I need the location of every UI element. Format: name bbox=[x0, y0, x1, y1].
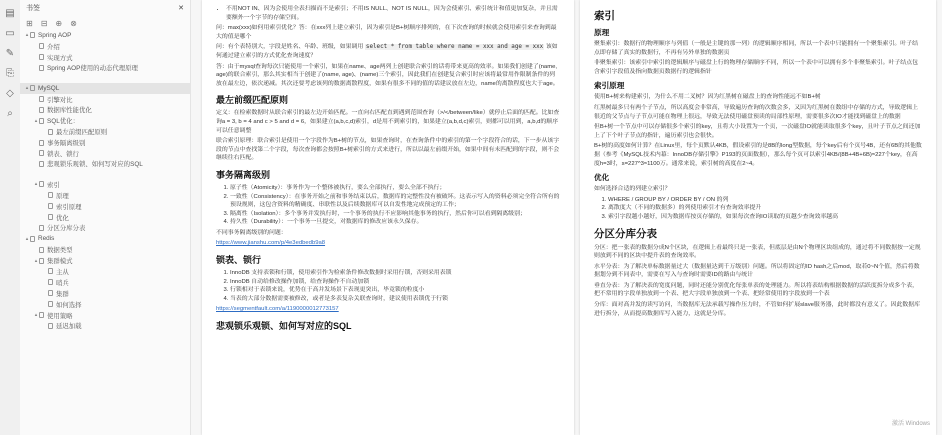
bookmark-label: 原理 bbox=[56, 192, 69, 200]
segmentfault-link[interactable]: https://segmentfault.com/a/1190000012773157 bbox=[216, 306, 339, 313]
bookmark-icon bbox=[48, 203, 53, 209]
paragraph-horizontal-split: 水平分表：为了解决单标数据量过大（数据量达到千万级别）问题。所以将固定的ID hash之后mod，取若0~N个值，然后将数据划分到不同表中，需要在写入与查询时需要ID的路由与统计 bbox=[594, 263, 920, 279]
bookmark-icon bbox=[39, 150, 44, 156]
collapse-arrow-icon[interactable]: ▴ bbox=[25, 85, 29, 92]
bookmark-label: 引擎对比 bbox=[47, 96, 73, 104]
collapse-arrow-icon[interactable]: ▴ bbox=[34, 181, 38, 188]
list-item: • 不用NOT IN、因为会使用全表扫描而不是索引；不用IS NULL、NOT IS NULL，因为会使索引、索引统计和值更加复杂，并且需要额外一个字节的存储空间。 bbox=[226, 5, 560, 22]
paragraph-optimization-intro: 如何选择合适的列建立索引？ bbox=[594, 186, 671, 193]
bookmark-icon bbox=[39, 65, 44, 71]
bookmark-item[interactable] bbox=[20, 299, 190, 310]
list-item: 2. 离散度大（不同的数据多）的列使用索引才有查询效率提升 bbox=[608, 204, 922, 213]
search-panel-icon[interactable]: ⌕ bbox=[7, 108, 13, 119]
heading-principle: 原理 bbox=[594, 28, 610, 37]
bookmark-icon bbox=[39, 161, 44, 167]
collapse-arrow-icon[interactable]: ▴ bbox=[34, 257, 38, 264]
document-view[interactable] bbox=[194, 0, 942, 435]
heading-partition: 分区分库分表 bbox=[594, 227, 657, 240]
thumbnail-panel-icon[interactable]: ▭ bbox=[5, 28, 15, 39]
collapse-arrow-icon[interactable]: ▴ bbox=[34, 117, 38, 124]
bookmark-icon bbox=[48, 192, 53, 198]
paragraph-max-index: 问：max(xxx)如何用索引优化？答：在xxx列上建立索引，因为索引是B+树顺序排列的，在下次查询的时候就会使用索引来查询到最大的值是哪个 bbox=[216, 25, 557, 40]
bookmark-item[interactable] bbox=[20, 233, 190, 244]
list-item: 1. 原子性（Atomicity）：事务作为一个整体被执行，要么全部执行，要么全部不执行； bbox=[230, 184, 560, 193]
heading-leftmost-prefix: 最左前缀匹配原则 bbox=[216, 95, 289, 106]
paragraph-bplus-node: 但B+树一个节点中可以存储很多个索引的key，且将大小设置为一个页，一次磁盘IO就能读取很多个key，且叶子节点之间还加上了下个叶子节点的指针，遍历索引也会很快。 bbox=[594, 124, 921, 139]
bookmark-item[interactable] bbox=[20, 310, 190, 321]
collapse-arrow-icon[interactable]: ▴ bbox=[34, 312, 38, 319]
bookmark-item[interactable] bbox=[20, 41, 190, 52]
bookmark-item[interactable] bbox=[20, 148, 190, 159]
paragraph-nonclustered-index: 非聚集索引：该索引中索引的逻辑顺序与磁盘上行的物理存储顺序不同，所以一个表中可以拥有多个非聚集索引。叶子结点包含索引字段值及指向数据页数据行的逻辑指针 bbox=[594, 60, 918, 75]
pdf-page-left bbox=[202, 0, 574, 435]
isolation-list bbox=[230, 184, 560, 227]
bookmark-icon bbox=[48, 301, 53, 307]
bookmark-item[interactable] bbox=[20, 83, 190, 94]
collapse-all-icon[interactable]: ⊟ bbox=[40, 18, 48, 28]
paragraph-sharding: 分库：面对高并发的读写访问，当数据库无法承载写操作压力时，不管如何扩展slave服务器，此时都没有意义了。因此数据库进行拆分，从而提高数据库写入能力，这就是分库。 bbox=[594, 302, 920, 317]
bookmark-label: 实现方式 bbox=[47, 54, 73, 62]
paragraph-partition: 分区：把一张表的数据分成N个区块，在逻辑上看最终只是一张表，但底层是由N个物理区块组成的，通过将不同数据按一定规则放到不同的区块中提升表的查询效率。 bbox=[594, 244, 921, 260]
bookmark-label: 主从 bbox=[56, 268, 69, 276]
bookmark-label: 索引 bbox=[47, 181, 60, 189]
heading-table-row-lock: 锁表、锁行 bbox=[216, 255, 262, 266]
bookmark-icon bbox=[39, 140, 44, 146]
comment-panel-icon[interactable]: ✎ bbox=[5, 48, 15, 59]
bookmark-label: 介绍 bbox=[47, 43, 60, 51]
bookmark-panel-icon[interactable]: ▤ bbox=[5, 8, 15, 19]
bookmark-icon bbox=[39, 107, 44, 113]
bookmark-icon bbox=[39, 258, 44, 264]
bookmark-label: Redis bbox=[38, 235, 55, 243]
heading-isolation-level: 事务隔离级别 bbox=[216, 169, 271, 180]
add-bookmark-icon[interactable]: ⊕ bbox=[55, 18, 63, 28]
paragraph-answer: 答：由于mysql查询每次只能使用一个索引，如果在name、age两列上创建联合索引的话将带来更高的效率。如果我们创建了(name, age)的联合索引，那么其实相当于创建了(name, age)、(name)三个索引，因此我们在创建复合索引时应该将最常用作限制条件的列放在最左边，依次递减。其次还要考虑该列的数据离散程度，如果有很多不同的值的话建议放在左边，name的离散程度也大于age。 bbox=[216, 63, 559, 87]
bookmark-sidebar-header bbox=[20, 0, 190, 16]
bookmark-label: 最左前缀匹配原则 bbox=[56, 129, 108, 137]
left-toolbar-rail bbox=[0, 0, 21, 435]
bookmark-icon bbox=[39, 181, 44, 187]
close-icon[interactable]: ✕ bbox=[178, 5, 184, 12]
attachment-panel-icon[interactable]: ⎘ bbox=[6, 68, 14, 79]
bookmark-item[interactable] bbox=[20, 190, 190, 201]
bookmark-label: 如何选择 bbox=[56, 301, 82, 309]
paragraph-large-table bbox=[216, 43, 560, 60]
bookmark-label: 事务隔离级别 bbox=[47, 140, 86, 148]
bookmark-label: 数据类型 bbox=[47, 247, 73, 255]
bookmark-icon bbox=[30, 85, 35, 91]
bookmark-item[interactable] bbox=[20, 255, 190, 266]
paragraph-vertical-split: 垂直分表：为了解决表的宽度问题，同时还能分别优化每张单表的处理能力。所以将表结构根据数据的活跃度拆分成多个表，把不常用的字段单独放到一个表、把大字段单独放到一个表、把经常使用的字段放到一个表 bbox=[594, 282, 918, 298]
bookmark-item[interactable] bbox=[20, 159, 190, 179]
list-item: 3. 行锁相对于表锁来说，优势在于高并发场景下表现更突出，毕竟锁的粒度小 bbox=[230, 286, 560, 295]
bookmark-icon bbox=[48, 323, 53, 329]
bookmark-label: 哨兵 bbox=[56, 279, 69, 287]
bookmark-icon bbox=[39, 96, 44, 102]
bookmark-item[interactable] bbox=[20, 277, 190, 288]
lock-list bbox=[230, 269, 560, 303]
heading-pessimistic-lock: 悲观锁乐观锁、如何写对应的SQL bbox=[216, 321, 352, 332]
delete-bookmark-icon[interactable]: ⊗ bbox=[70, 18, 77, 28]
bookmark-item[interactable] bbox=[20, 115, 190, 126]
bookmark-icon bbox=[39, 247, 44, 253]
bookmark-item[interactable] bbox=[20, 288, 190, 299]
heading-index-principle: 索引原理 bbox=[594, 81, 625, 91]
bookmark-item[interactable] bbox=[20, 52, 190, 63]
list-item: 1. WHERE / GROUP BY / ORDER BY / ON 的列 bbox=[608, 196, 922, 205]
bookmark-icon bbox=[48, 214, 53, 220]
bookmark-label: 分区分库分表 bbox=[47, 225, 86, 233]
list-item: 4. 持久性（Durability）：一个事务一旦提交，对数据库的修改应该永久保存。 bbox=[230, 218, 560, 227]
bookmark-label: MySQL bbox=[38, 84, 60, 92]
list-item: 3. 索引字段越小越好，因为数据库按页存储的，如果每次查询IO读取的页越少查询效率越高 bbox=[608, 213, 922, 222]
bookmark-label: 优化 bbox=[56, 214, 69, 222]
bookmark-toolbar bbox=[20, 16, 190, 30]
bookmark-icon bbox=[39, 118, 44, 124]
bookmark-item[interactable] bbox=[20, 137, 190, 148]
list-item: 4. 当表的大部分数据需要被修改，或者是多表复杂关联查询时，建议使用表锁优于行锁 bbox=[230, 295, 560, 304]
bookmark-icon bbox=[48, 268, 53, 274]
bookmark-item[interactable] bbox=[20, 201, 190, 212]
bookmark-label: SQL优化： bbox=[47, 118, 79, 126]
list-item: 1. InnoDB 支持表锁和行锁，使用索引作为检索条件修改数据时采用行锁，否则采用表锁 bbox=[230, 269, 560, 278]
bookmark-label: 使用策略 bbox=[47, 312, 73, 320]
bookmark-icon bbox=[48, 279, 53, 285]
bookmark-label: 集群 bbox=[56, 290, 69, 298]
text-span: 该如何通过建立索引的方式优化查询速度？ bbox=[216, 44, 558, 59]
layers-panel-icon[interactable]: ◇ bbox=[6, 88, 14, 99]
inline-code: select * from table where name = xxx and age = xxx bbox=[365, 44, 544, 51]
bookmark-icon bbox=[39, 43, 44, 49]
collapse-arrow-icon[interactable]: ▴ bbox=[25, 32, 29, 39]
paragraph-joint-index: 联合索引原理：联合索引是使用一个字段作为B+树的节点，如果查询时，在查询条件中的索引的第一个字段符合的话，下一步从该字段的节点中查找第二个字段，每次查询都会按照B+树索引的方式来进行，所以以最左前缀开始，如果中间有未匹配到的字段，则不会继续往右匹配。 bbox=[216, 138, 560, 162]
collapse-arrow-icon[interactable]: ▴ bbox=[25, 235, 29, 242]
bookmark-label: 索引原理 bbox=[56, 203, 82, 211]
paragraph-clustered-index: 聚集索引：数据行的物理顺序与列值（一般是主键的那一列）的逻辑顺序相同，所以一个表中只能拥有一个聚集索引。叶子结点即存储了真实的数据行，不再有另外单独的数据页 bbox=[594, 41, 918, 56]
bookmark-icon bbox=[48, 290, 53, 296]
bookmark-item[interactable] bbox=[20, 30, 190, 41]
windows-activation-watermark: 激活 Windows bbox=[891, 421, 930, 428]
bookmark-sidebar bbox=[20, 0, 191, 435]
heading-optimization: 优化 bbox=[594, 173, 610, 183]
paragraph-btree-why: 使用B+树来构建索引，为什么不用二叉树？因为红黑树在磁盘上的查询性能远不如B+树 bbox=[594, 94, 821, 101]
bookmark-tree bbox=[20, 30, 190, 331]
bookmark-item[interactable] bbox=[20, 212, 190, 223]
bookmark-label: 集群模式 bbox=[47, 258, 73, 266]
bookmark-icon bbox=[39, 225, 44, 231]
bookmark-icon bbox=[30, 236, 35, 242]
bookmark-item[interactable] bbox=[20, 266, 190, 277]
bookmark-sidebar-title: 书签 bbox=[26, 5, 40, 12]
bookmark-icon bbox=[39, 54, 44, 60]
list-item: 3. 隔离性（Isolation）：多个事务并发执行时，一个事务的执行不应影响其他事务的执行，然后你可以看到隔离级别； bbox=[230, 210, 560, 219]
paragraph-redblack: 红黑树最多只有两个子节点，所以高度会非常高，导致遍历查询的次数会多，又因为红黑树在数组中存储的方式，导致逻辑上很近的父节点与子节点可能在物理上很远，导致无法使用磁盘预读的局部性原理，需要很多次IO才能找到磁盘上的数据 bbox=[594, 104, 918, 120]
bookmark-icon bbox=[48, 129, 53, 135]
bookmark-item[interactable] bbox=[20, 222, 190, 233]
paragraph-bplus-height: B+树的高度如何计算？在Linux里，每个页默认4KB，假设索引的是8B的long型数据，每个key后有个页号4B，还有6B的其他数据（参考《MySQL技术内幕：InnoDB存储引擎》P193的页面数据），那么每个页可以索引4KB/(8B+4B+6B)≈227个key，在高度h=3时，s=227^3≈1100万。通常来说，索引树的高度在2~4。 bbox=[594, 143, 922, 167]
paragraph-isolation-question: 不同事务隔离级别的问题： bbox=[216, 229, 287, 236]
bookmark-label: 锁表、锁行 bbox=[47, 150, 79, 158]
bookmark-item[interactable] bbox=[20, 244, 190, 255]
list-item: 2. 一致性（Consistency）：在事务开始之前和事务结束以后，数据库的完整性没有被破坏。这表示写入的资料必须完全符合所有的预设规则，这包含资料的精确度、串联性以及后续数据库可以自发性地完成预定的工作； bbox=[230, 193, 560, 210]
bookmark-item[interactable] bbox=[20, 94, 190, 105]
bookmark-item[interactable] bbox=[20, 126, 190, 137]
pdf-page-right bbox=[580, 0, 936, 435]
bookmark-icon bbox=[39, 312, 44, 318]
bookmark-item[interactable] bbox=[20, 320, 190, 331]
bookmark-item[interactable] bbox=[20, 63, 190, 83]
bookmark-label: Spring AOP使用的动态代理原理 bbox=[47, 64, 138, 72]
bookmark-label: 数据库性能优化 bbox=[47, 107, 92, 115]
paragraph-definition: 定义：在检索数据时从联合索引的最左边开始匹配。一直向右匹配直到遇到范围查询（>/</between/like）就停止后面的匹配。比如查询a = 3, b = 4 and c > 5 and d = 6，如果建立(a,b,c,d)索引，d是用不到索引的，如果建立(a,b,d,c)索引，则都可以用到，a,b,d的顺序可以任意调整 bbox=[216, 110, 560, 134]
expand-all-icon[interactable]: ⊞ bbox=[26, 18, 33, 28]
bookmark-label: 悲观锁乐观锁、如何写对应的SQL bbox=[47, 160, 143, 168]
optimization-list bbox=[608, 196, 922, 222]
bookmark-item[interactable] bbox=[20, 179, 190, 190]
jianshu-link[interactable]: https://www.jianshu.com/p/4e3edbedb9a8 bbox=[216, 240, 326, 247]
bookmark-item[interactable] bbox=[20, 104, 190, 115]
bullet-list bbox=[226, 5, 560, 22]
bookmark-label: 延迟加载 bbox=[56, 323, 82, 331]
bookmark-icon bbox=[30, 32, 35, 38]
heading-index: 索引 bbox=[594, 10, 615, 22]
bookmark-label: Spring AOP bbox=[38, 31, 72, 39]
text-span: 问：有个表特别大，字段是姓名、年龄、班级，如果调用 bbox=[216, 44, 364, 51]
list-item: 2. InnoDB 自动给修改操作加锁，给查询操作不自动加锁 bbox=[230, 278, 560, 287]
